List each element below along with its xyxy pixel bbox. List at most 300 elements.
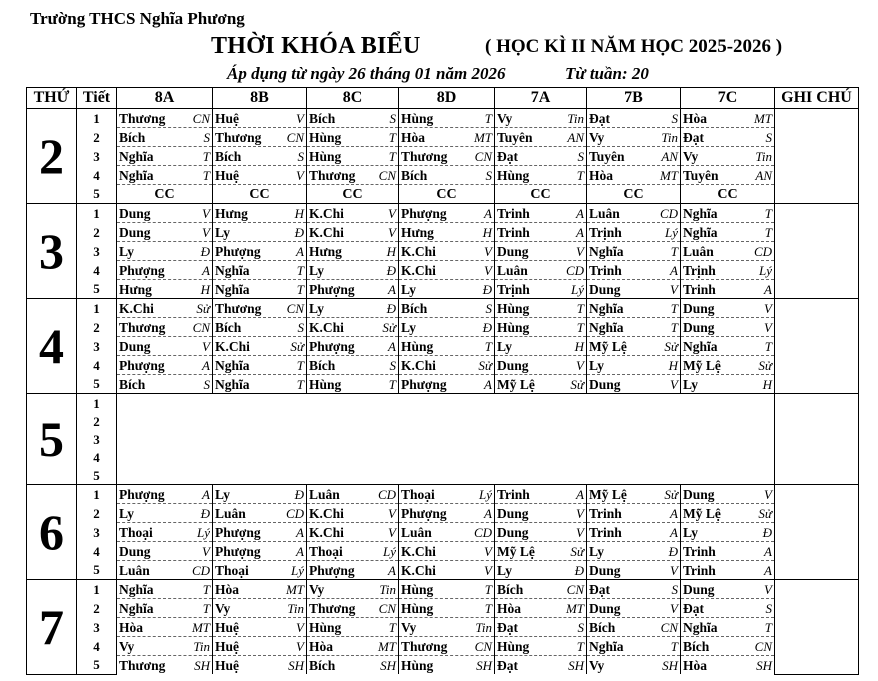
- teacher-name: Huệ: [215, 638, 240, 654]
- subject-code: CN: [474, 638, 492, 654]
- lesson-cell: [587, 223, 681, 242]
- subject-code: AN: [755, 167, 772, 183]
- subject-code: Lý: [759, 262, 772, 278]
- lesson-cell: [213, 128, 307, 147]
- lesson-cell: [681, 223, 775, 242]
- subject-code: A: [388, 281, 396, 297]
- subject-code: A: [202, 262, 210, 278]
- lesson-cell: [117, 618, 213, 637]
- lesson-cell: [681, 242, 775, 261]
- teacher-name: Thương: [401, 638, 448, 654]
- subject-code: A: [764, 562, 772, 578]
- teacher-name: Ly: [309, 300, 325, 316]
- lesson-cell: [399, 637, 495, 656]
- period-number: 2: [77, 412, 117, 430]
- lesson-cell: [587, 109, 681, 128]
- lesson-cell: [213, 504, 307, 523]
- lesson-cell: [399, 356, 495, 375]
- subject-code: S: [577, 148, 584, 164]
- subject-code: CN: [378, 167, 396, 183]
- teacher-name: Vy: [683, 148, 699, 164]
- lesson-cell: [681, 128, 775, 147]
- note-cell: [775, 109, 859, 204]
- lesson-cell: [495, 656, 587, 675]
- subject-code: CN: [286, 300, 304, 316]
- teacher-name: Ly: [119, 505, 135, 521]
- lesson-cell: [307, 166, 399, 185]
- period-row: [27, 109, 859, 128]
- subject-code: S: [485, 300, 492, 316]
- lesson-cell: [213, 375, 307, 394]
- lesson-cell: [307, 504, 399, 523]
- lesson-cell: [399, 580, 495, 599]
- lesson-cell: [213, 580, 307, 599]
- lesson-cell: [495, 318, 587, 337]
- period-number: 3: [77, 618, 117, 637]
- lesson-cell: [117, 375, 213, 394]
- teacher-name: Dung: [683, 319, 715, 335]
- teacher-name: Phượng: [215, 243, 261, 259]
- teacher-name: Bích: [497, 581, 524, 597]
- subject-code: H: [668, 357, 678, 373]
- teacher-name: Bích: [215, 148, 242, 164]
- lesson-cell: [495, 166, 587, 185]
- teacher-name: Đạt: [497, 657, 518, 673]
- class-header-8b: 8B: [213, 88, 307, 109]
- subject-code: MT: [565, 600, 584, 616]
- teacher-name: Hùng: [309, 148, 342, 164]
- teacher-name: Hòa: [215, 581, 240, 597]
- teacher-name: Hùng: [497, 319, 530, 335]
- lesson-cell: [307, 356, 399, 375]
- lesson-cell: [307, 318, 399, 337]
- subject-code: V: [576, 524, 584, 540]
- subject-code: MT: [753, 110, 772, 126]
- lesson-cell: [495, 128, 587, 147]
- lesson-cell: [681, 166, 775, 185]
- lesson-cell: [587, 599, 681, 618]
- subject-code: A: [388, 338, 396, 354]
- teacher-name: Phượng: [119, 357, 165, 373]
- teacher-name: Dung: [119, 338, 151, 354]
- subject-code: T: [484, 581, 492, 597]
- period-row: [27, 261, 859, 280]
- teacher-name: Hùng: [401, 657, 434, 673]
- subject-code: SH: [662, 657, 678, 673]
- period-number: 5: [77, 466, 117, 485]
- teacher-name: K.Chi: [309, 319, 344, 335]
- teacher-name: Trịnh: [589, 224, 622, 240]
- lesson-cell: [213, 523, 307, 542]
- lesson-cell: [495, 542, 587, 561]
- subject-code: V: [484, 543, 492, 559]
- teacher-name: K.Chi: [401, 357, 436, 373]
- lesson-cell: [117, 318, 213, 337]
- lesson-cell: [117, 204, 213, 223]
- teacher-name: Trinh: [683, 562, 716, 578]
- subject-code: V: [202, 338, 210, 354]
- teacher-name: Nghĩa: [683, 619, 718, 635]
- subject-code: V: [764, 486, 772, 502]
- period-row: [27, 394, 859, 413]
- teacher-name: Ly: [401, 319, 417, 335]
- lesson-cell: [213, 485, 307, 504]
- teacher-name: Ly: [215, 224, 231, 240]
- lesson-cell: [213, 356, 307, 375]
- teacher-name: Trinh: [497, 224, 530, 240]
- period-row: [27, 204, 859, 223]
- subject-code: A: [202, 486, 210, 502]
- subject-code: Sử: [290, 338, 304, 354]
- teacher-name: Hòa: [683, 110, 708, 126]
- teacher-name: Dung: [589, 600, 621, 616]
- lesson-cell: [495, 299, 587, 318]
- teacher-name: Bích: [401, 300, 428, 316]
- teacher-name: Trinh: [589, 524, 622, 540]
- lesson-cell: [117, 599, 213, 618]
- subject-code: A: [296, 243, 304, 259]
- teacher-name: Đạt: [683, 129, 704, 145]
- lesson-cell: [495, 109, 587, 128]
- subject-code: Đ: [386, 300, 396, 316]
- lesson-cell: [399, 128, 495, 147]
- subject-code: CN: [192, 319, 210, 335]
- lesson-cell: [681, 375, 775, 394]
- lesson-cell: [681, 299, 775, 318]
- lesson-cell: [117, 242, 213, 261]
- subject-code: T: [670, 319, 678, 335]
- period-row: [27, 318, 859, 337]
- lesson-cell: [307, 299, 399, 318]
- teacher-name: Dung: [119, 224, 151, 240]
- teacher-name: Vy: [401, 619, 417, 635]
- teacher-name: Trinh: [497, 486, 530, 502]
- subject-code: SH: [380, 657, 396, 673]
- subject-code: Sử: [382, 319, 396, 335]
- lesson-cell: [587, 280, 681, 299]
- subject-code: S: [765, 129, 772, 145]
- lesson-cell: [213, 242, 307, 261]
- subject-code: S: [389, 357, 396, 373]
- teacher-name: Thương: [309, 167, 356, 183]
- subject-code: CN: [566, 581, 584, 597]
- class-header-7b: 7B: [587, 88, 681, 109]
- teacher-name: Vy: [309, 581, 325, 597]
- subject-code: V: [670, 281, 678, 297]
- subject-code: T: [764, 224, 772, 240]
- subject-code: T: [576, 300, 584, 316]
- teacher-name: Đạt: [589, 110, 610, 126]
- teacher-name: Nghĩa: [119, 581, 154, 597]
- subject-code: V: [202, 224, 210, 240]
- lesson-cell: [587, 242, 681, 261]
- note-cell: [775, 485, 859, 580]
- teacher-name: Trịnh: [497, 281, 530, 297]
- lesson-cell: [399, 299, 495, 318]
- subject-code: Tin: [567, 110, 584, 126]
- teacher-name: Huệ: [215, 167, 240, 183]
- subject-code: V: [764, 581, 772, 597]
- lesson-cell: [495, 599, 587, 618]
- subject-code: T: [296, 262, 304, 278]
- subject-code: Đ: [574, 562, 584, 578]
- teacher-name: Trinh: [589, 505, 622, 521]
- teacher-name: Bích: [309, 657, 336, 673]
- subject-code: Tin: [661, 129, 678, 145]
- subject-code: H: [574, 338, 584, 354]
- subject-code: SH: [476, 657, 492, 673]
- lesson-cell: [587, 356, 681, 375]
- lesson-cell: [307, 656, 399, 675]
- subject-code: Đ: [386, 262, 396, 278]
- period-number: 1: [77, 109, 117, 128]
- subject-code: H: [386, 243, 396, 259]
- day-label: 2: [27, 109, 77, 204]
- subject-code: SH: [288, 657, 304, 673]
- teacher-name: Đạt: [497, 148, 518, 164]
- lesson-cell: [307, 147, 399, 166]
- lesson-cell: [587, 523, 681, 542]
- period-number: 4: [77, 166, 117, 185]
- lesson-cell: [117, 166, 213, 185]
- teacher-name: Nghĩa: [589, 243, 624, 259]
- subject-code: H: [294, 205, 304, 221]
- teacher-name: Tuyên: [683, 167, 719, 183]
- lesson-cell: [117, 280, 213, 299]
- subject-code: MT: [285, 581, 304, 597]
- teacher-name: Hùng: [401, 338, 434, 354]
- lesson-cell: [681, 318, 775, 337]
- assembly-cell: CC: [681, 185, 775, 204]
- lesson-cell: [213, 280, 307, 299]
- class-header-8c: 8C: [307, 88, 399, 109]
- period-number: 1: [77, 204, 117, 223]
- lesson-cell: [681, 204, 775, 223]
- lesson-cell: [399, 261, 495, 280]
- teacher-name: Hòa: [309, 638, 334, 654]
- subject-code: T: [764, 205, 772, 221]
- lesson-cell: [399, 561, 495, 580]
- teacher-name: Thương: [119, 657, 166, 673]
- subject-code: A: [484, 205, 492, 221]
- teacher-name: Luân: [683, 243, 714, 259]
- assembly-cell: CC: [587, 185, 681, 204]
- subject-code: Sử: [664, 486, 678, 502]
- subject-code: CN: [474, 148, 492, 164]
- lesson-cell: [399, 318, 495, 337]
- lesson-cell: [587, 318, 681, 337]
- period-number: 5: [77, 656, 117, 675]
- day-label: 5: [27, 394, 77, 485]
- note-column-header: GHI CHÚ: [775, 88, 859, 109]
- subject-code: V: [484, 562, 492, 578]
- teacher-name: Nghĩa: [683, 205, 718, 221]
- subject-code: CN: [286, 129, 304, 145]
- period-number: 5: [77, 561, 117, 580]
- lesson-cell: [587, 147, 681, 166]
- period-number: 5: [77, 280, 117, 299]
- note-cell: [775, 394, 859, 485]
- subject-code: Lý: [383, 543, 396, 559]
- period-row: [27, 375, 859, 394]
- lesson-cell: [307, 128, 399, 147]
- teacher-name: Vy: [119, 638, 135, 654]
- lesson-cell: [587, 166, 681, 185]
- subject-code: Sử: [758, 357, 772, 373]
- lesson-cell: [495, 337, 587, 356]
- lesson-cell: [213, 261, 307, 280]
- lesson-cell: [587, 618, 681, 637]
- teacher-name: K.Chi: [401, 562, 436, 578]
- lesson-cell: [117, 542, 213, 561]
- lesson-cell: [117, 561, 213, 580]
- teacher-name: Hòa: [589, 167, 614, 183]
- teacher-name: Dung: [683, 486, 715, 502]
- class-header-8d: 8D: [399, 88, 495, 109]
- lesson-cell: [681, 261, 775, 280]
- teacher-name: Hưng: [215, 205, 248, 221]
- lesson-cell: [213, 299, 307, 318]
- teacher-name: Bích: [215, 319, 242, 335]
- lesson-cell: [681, 280, 775, 299]
- subject-code: T: [670, 300, 678, 316]
- lesson-cell: [117, 523, 213, 542]
- teacher-name: Trinh: [589, 262, 622, 278]
- teacher-name: Nghĩa: [215, 281, 250, 297]
- lesson-cell: [307, 223, 399, 242]
- teacher-name: Phượng: [215, 543, 261, 559]
- subject-code: AN: [567, 129, 584, 145]
- day-column-header: THỨ: [27, 88, 77, 109]
- subject-code: T: [484, 338, 492, 354]
- teacher-name: Mỹ Lệ: [589, 338, 627, 354]
- period-row: [27, 223, 859, 242]
- lesson-cell: [213, 337, 307, 356]
- subject-code: S: [203, 376, 210, 392]
- lesson-cell: [399, 485, 495, 504]
- subject-code: Sử: [570, 376, 584, 392]
- teacher-name: Nghĩa: [683, 338, 718, 354]
- subject-code: Sử: [758, 505, 772, 521]
- lesson-cell: [117, 485, 213, 504]
- teacher-name: K.Chi: [119, 300, 154, 316]
- teacher-name: Luân: [401, 524, 432, 540]
- subject-code: Sử: [478, 357, 492, 373]
- lesson-cell: [213, 147, 307, 166]
- subject-code: V: [576, 505, 584, 521]
- lesson-cell: [495, 356, 587, 375]
- subject-code: A: [388, 562, 396, 578]
- subject-code: V: [388, 505, 396, 521]
- lesson-cell: [495, 580, 587, 599]
- lesson-cell: [307, 261, 399, 280]
- teacher-name: Hưng: [401, 224, 434, 240]
- class-header-8a: 8A: [117, 88, 213, 109]
- lesson-cell: [307, 580, 399, 599]
- teacher-name: Thoại: [401, 486, 435, 502]
- teacher-name: Mỹ Lệ: [589, 486, 627, 502]
- subject-code: Tin: [379, 581, 396, 597]
- teacher-name: Dung: [589, 562, 621, 578]
- subject-code: A: [576, 486, 584, 502]
- lesson-cell: [399, 223, 495, 242]
- subject-code: Đ: [294, 486, 304, 502]
- subject-code: A: [484, 505, 492, 521]
- subject-code: S: [389, 110, 396, 126]
- period-row: [27, 656, 859, 675]
- lesson-cell: [213, 166, 307, 185]
- lesson-cell: [307, 204, 399, 223]
- lesson-cell: [307, 523, 399, 542]
- lesson-cell: [307, 280, 399, 299]
- subject-code: T: [388, 148, 396, 164]
- teacher-name: Đạt: [589, 581, 610, 597]
- period-row: [27, 185, 859, 204]
- subject-code: V: [202, 543, 210, 559]
- teacher-name: Mỹ Lệ: [497, 543, 535, 559]
- empty-day-block: [117, 394, 775, 485]
- lesson-cell: [399, 166, 495, 185]
- period-row: [27, 504, 859, 523]
- teacher-name: Bích: [309, 110, 336, 126]
- teacher-name: Dung: [119, 205, 151, 221]
- day-label: 4: [27, 299, 77, 394]
- subject-code: A: [296, 543, 304, 559]
- subject-code: CD: [473, 524, 492, 540]
- lesson-cell: [213, 542, 307, 561]
- lesson-cell: [213, 561, 307, 580]
- lesson-cell: [681, 109, 775, 128]
- subject-code: V: [296, 167, 304, 183]
- period-row: [27, 280, 859, 299]
- teacher-name: Hòa: [683, 657, 708, 673]
- subject-code: T: [576, 319, 584, 335]
- period-row: [27, 561, 859, 580]
- lesson-cell: [307, 109, 399, 128]
- lesson-cell: [587, 299, 681, 318]
- teacher-name: Ly: [497, 338, 513, 354]
- teacher-name: Dung: [589, 281, 621, 297]
- lesson-cell: [587, 337, 681, 356]
- lesson-cell: [117, 147, 213, 166]
- subject-code: V: [484, 243, 492, 259]
- teacher-name: Ly: [215, 486, 231, 502]
- lesson-cell: [587, 656, 681, 675]
- subject-code: Tin: [475, 619, 492, 635]
- subject-code: A: [670, 262, 678, 278]
- subject-code: V: [296, 619, 304, 635]
- note-cell: [775, 580, 859, 675]
- subject-code: MT: [659, 167, 678, 183]
- teacher-name: Phượng: [309, 338, 355, 354]
- teacher-name: Thoại: [119, 524, 153, 540]
- subject-code: MT: [473, 129, 492, 145]
- class-header-7a: 7A: [495, 88, 587, 109]
- teacher-name: Hùng: [401, 581, 434, 597]
- subject-code: V: [296, 110, 304, 126]
- teacher-name: Hùng: [497, 300, 530, 316]
- assembly-cell: CC: [213, 185, 307, 204]
- subject-code: Đ: [482, 281, 492, 297]
- teacher-name: Hùng: [401, 110, 434, 126]
- teacher-name: Hòa: [119, 619, 144, 635]
- subject-code: T: [202, 600, 210, 616]
- teacher-name: Dung: [589, 376, 621, 392]
- subject-code: V: [202, 205, 210, 221]
- subject-code: V: [764, 319, 772, 335]
- subject-code: V: [388, 205, 396, 221]
- subject-code: T: [296, 281, 304, 297]
